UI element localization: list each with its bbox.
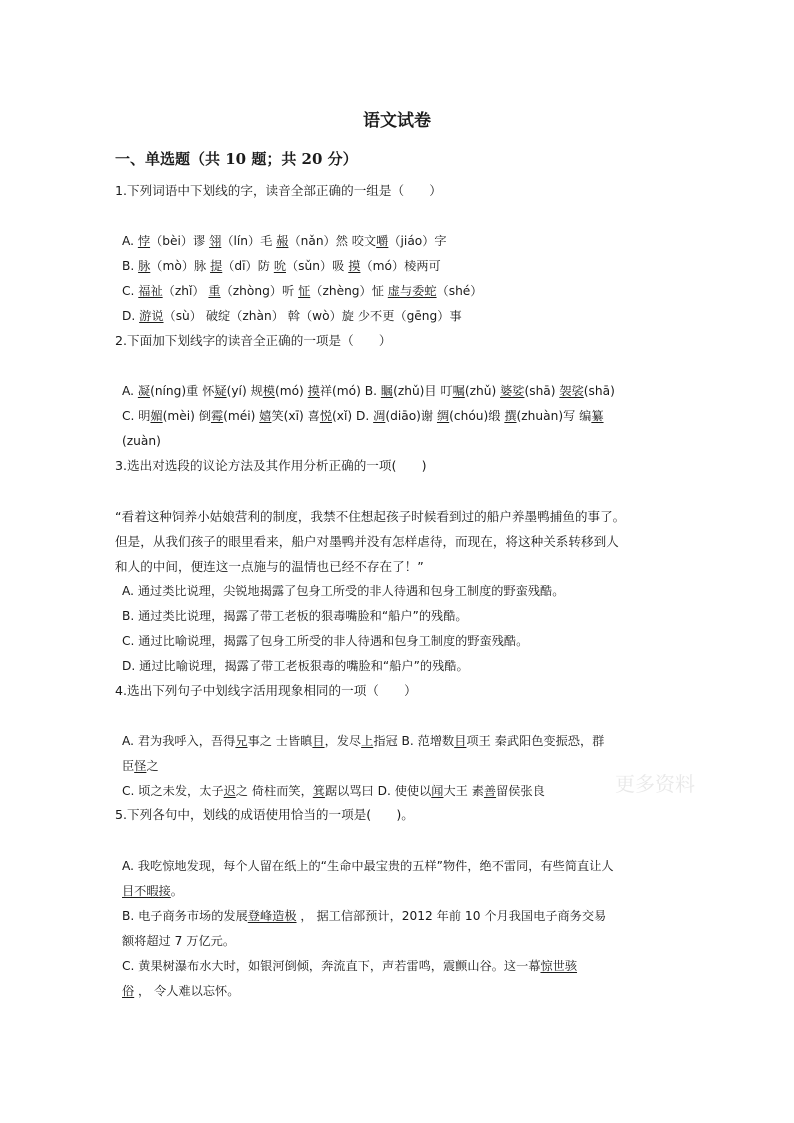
question-4-options-cd: C. 顷之未发，太子迟之 倚柱而笑，箕踞以骂曰 D. 使使以闻大王 素善留侯张良 [122,784,545,798]
question-3-passage-line-1: “看着这种饲养小姑娘营利的制度，我禁不住想起孩子时候看到过的船户养墨鸭捕鱼的事了。 [115,509,626,524]
question-2-options-continuation: (zuàn) [122,434,161,448]
question-2-options-ab: A. 凝(níng)重 怀疑(yí) 规模(mó) 摸祥(mó) B. 瞩(zhǔ)目 叮嘱(zhǔ) 婆娑(shā) 袈裟(shā) [122,384,615,398]
question-5-option-b-line-2: 额将超过 7 万亿元。 [122,934,236,948]
question-3-option-a: A. 通过类比说理，尖锐地揭露了包身工所受的非人待遇和包身工制度的野蛮残酷。 [122,584,565,598]
question-1-option-a: A. 悖（bèi）谬 翎（lín）毛 赧（nǎn）然 咬文嚼（jiáo）字 [122,234,447,248]
section-title: 一、单选题（共 10 题；共 20 分） [115,150,358,168]
question-3-option-b: B. 通过类比说理，揭露了带工老板的狠毒嘴脸和“船户”的残酷。 [122,609,468,623]
watermark: 更多资料 [615,772,695,796]
question-4-options-ab: A. 君为我呼入，吾得兄事之 士皆瞋目，发尽上指冠 B. 范增数目项王 秦武阳色变振恐，群 [122,734,605,748]
question-5-option-a-line-2: 目不暇接。 [122,884,183,898]
question-5-option-c-line-1: C. 黄果树瀑布水大时，如银河倒倾，奔流直下，声若雷鸣，震颤山谷。这一幕惊世骇 [122,959,578,973]
question-3-stem: 3.选出对选段的议论方法及其作用分析正确的一项( ) [115,458,427,473]
question-5-stem: 5.下列各句中，划线的成语使用恰当的一项是( )。 [115,807,414,822]
question-4-stem: 4.选出下列句子中划线字活用现象相同的一项（ ） [115,683,417,698]
question-5-option-b-line-1: B. 电子商务市场的发展登峰造极 ， 据工信部预计，2012 年前 10 个月我国电子商务交易 [122,909,607,923]
question-1-stem: 1.下列词语中下划线的字，读音全部正确的一组是（ ） [115,183,442,198]
question-3-option-d: D. 通过比喻说理，揭露了带工老板狠毒的嘴脸和“船户”的残酷。 [122,659,469,673]
question-1-option-b: B. 脉（mò）脉 提（dī）防 吮（sǔn）吸 摸（mó）棱两可 [122,259,441,273]
question-3-passage-line-3: 和人的中间，便连这一点施与的温情也已经不存在了！” [115,559,424,574]
question-5-option-c-line-2: 俗 ， 令人难以忘怀。 [122,984,240,998]
question-3-option-c: C. 通过比喻说理，揭露了包身工所受的非人待遇和包身工制度的野蛮残酷。 [122,634,529,648]
question-1-option-c: C. 福祉（zhǐ） 重（zhòng）听 怔（zhèng）怔 虚与委蛇（shé） [122,284,483,298]
question-5-option-a-line-1: A. 我吃惊地发现，每个人留在纸上的“生命中最宝贵的五样”物件，绝不雷同，有些简直让人 [122,859,614,873]
page-title: 语文试卷 [363,111,431,131]
question-4-option-b-continuation: 臣怪之 [122,759,159,773]
question-1-option-d: D. 游说（sù） 破绽（zhàn） 斡（wò）旋 少不更（gēng）事 [122,309,462,323]
question-2-stem: 2.下面加下划线字的读音全正确的一项是（ ） [115,333,392,348]
question-2-options-cd: C. 明媚(mèi) 倒霉(méi) 嬉笑(xī) 喜悦(xǐ) D. 凋(diāo)谢 绸(chóu)缎 撰(zhuàn)写 编纂 [122,409,604,423]
question-3-passage-line-2: 但是，从我们孩子的眼里看来，船户对墨鸭并没有怎样虐待，而现在，将这种关系转移到人 [115,534,619,549]
